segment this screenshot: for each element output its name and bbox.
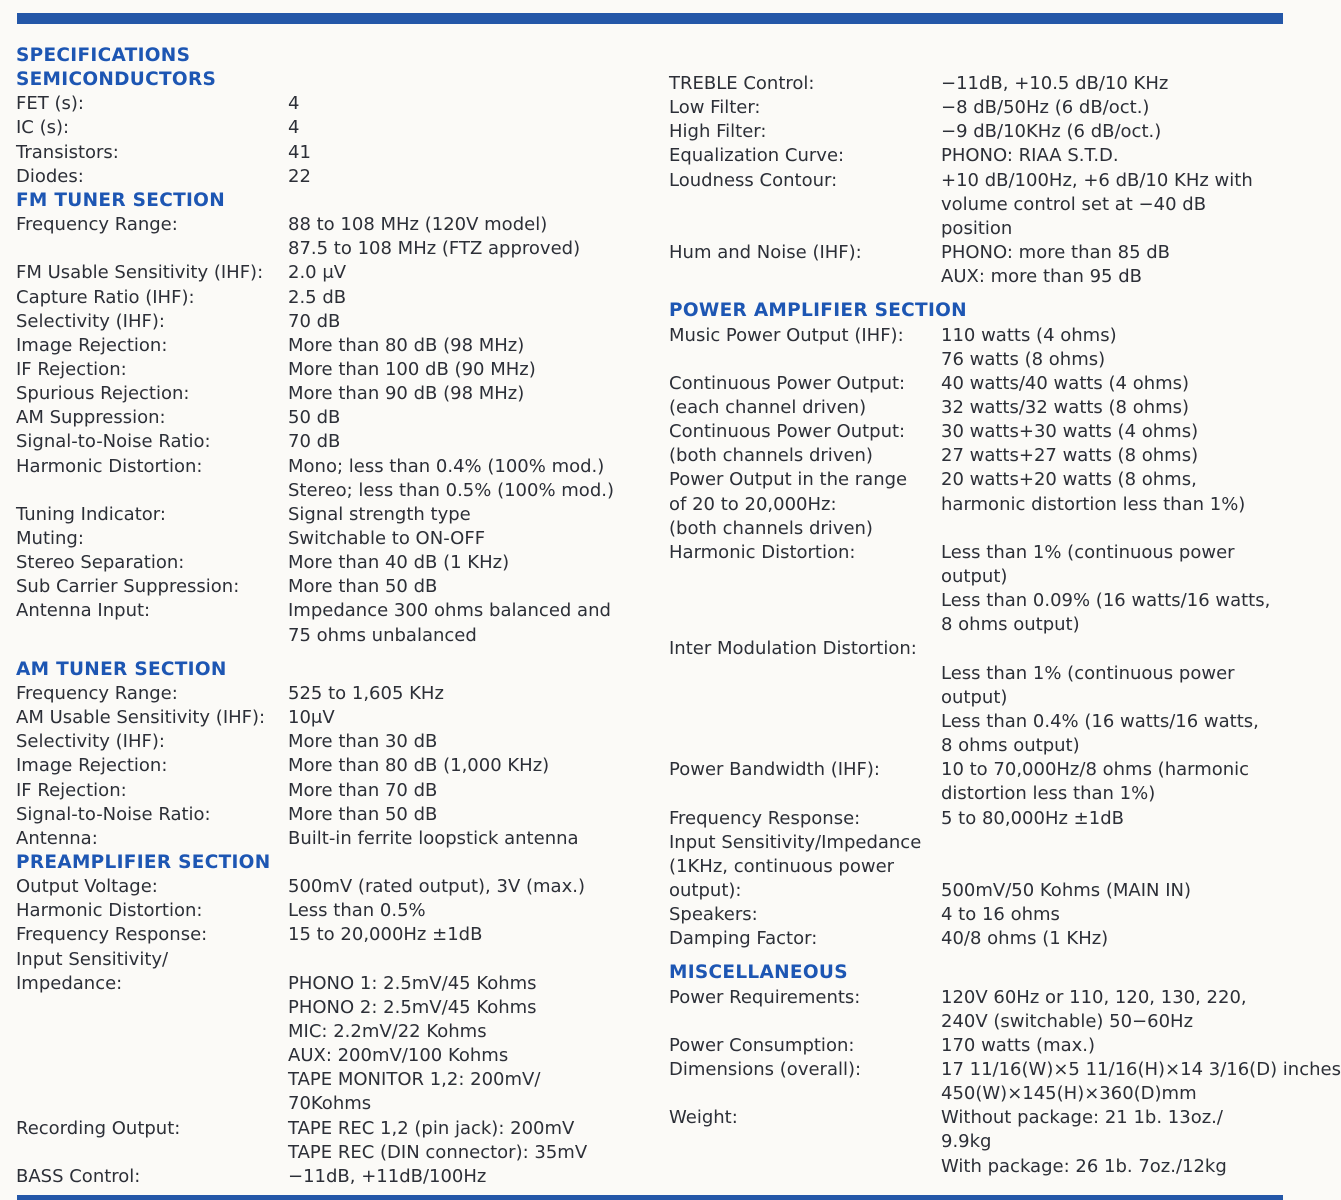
spec-value: 15 to 20,000Hz ±1dB xyxy=(288,924,483,946)
spec-label: Output Voltage: xyxy=(16,876,158,898)
spec-value: More than 50 dB xyxy=(288,576,438,598)
spec-label: Impedance: xyxy=(16,972,123,994)
spec-value: 76 watts (8 ohms) xyxy=(941,348,1106,370)
spec-value: position xyxy=(941,217,1013,239)
spec-label: FET (s): xyxy=(16,93,84,115)
spec-value: Less than 0.4% (16 watts/16 watts, xyxy=(941,710,1259,732)
spec-value: AUX: 200mV/100 Kohms xyxy=(288,1045,509,1067)
spec-label: Tuning Indicator: xyxy=(16,503,166,525)
section-heading-semiconductors: SEMICONDUCTORS xyxy=(16,69,217,91)
spec-label: (both channels driven) xyxy=(669,445,873,467)
spec-value: Mono; less than 0.4% (100% mod.) xyxy=(288,455,605,477)
spec-label: Harmonic Distortion: xyxy=(16,455,203,477)
spec-value: 450(W)×145(H)×360(D)mm xyxy=(941,1083,1197,1105)
spec-label: IC (s): xyxy=(16,117,70,139)
spec-label: AM Usable Sensitivity (IHF): xyxy=(16,707,266,729)
spec-value: 22 xyxy=(288,165,311,187)
spec-value: Built-in ferrite loopstick antenna xyxy=(288,827,579,849)
spec-value: More than 90 dB (98 MHz) xyxy=(288,383,525,405)
bottom-rule xyxy=(17,1195,1283,1200)
spec-label: Selectivity (IHF): xyxy=(16,731,165,753)
spec-value: More than 30 dB xyxy=(288,731,438,753)
spec-label: Inter Modulation Distortion: xyxy=(669,638,917,660)
spec-value: More than 80 dB (98 MHz) xyxy=(288,334,525,356)
spec-value: 110 watts (4 ohms) xyxy=(941,324,1117,346)
spec-value: harmonic distortion less than 1%) xyxy=(941,493,1246,515)
spec-label: TREBLE Control: xyxy=(669,73,815,94)
spec-value: 40 watts/40 watts (4 ohms) xyxy=(941,372,1190,394)
spec-value: 4 xyxy=(288,93,300,115)
spec-value: Less than 1% (continuous power xyxy=(941,662,1235,684)
spec-label: Antenna Input: xyxy=(16,600,151,622)
spec-value: 70 dB xyxy=(288,431,341,453)
spec-label: (each channel driven) xyxy=(669,396,867,418)
spec-label: AM Suppression: xyxy=(16,407,166,429)
spec-label: Music Power Output (IHF): xyxy=(669,324,904,346)
spec-value: 5 to 80,000Hz ±1dB xyxy=(941,807,1124,829)
spec-label: Frequency Response: xyxy=(669,807,861,829)
spec-label: Frequency Range: xyxy=(16,214,178,236)
spec-value: Impedance 300 ohms balanced and xyxy=(288,600,611,622)
spec-value: More than 80 dB (1,000 KHz) xyxy=(288,755,550,777)
spec-value: PHONO 1: 2.5mV/45 Kohms xyxy=(288,972,537,994)
spec-value: −11dB, +11dB/100Hz xyxy=(288,1165,487,1187)
spec-label: FM Usable Sensitivity (IHF): xyxy=(16,262,264,284)
spec-label: Frequency Range: xyxy=(16,682,178,704)
spec-value: PHONO: more than 85 dB xyxy=(941,242,1171,264)
spec-label: Diodes: xyxy=(16,165,84,187)
spec-value: AUX: more than 95 dB xyxy=(941,266,1142,288)
top-rule xyxy=(17,13,1283,24)
spec-value: 40/8 ohms (1 KHz) xyxy=(941,928,1109,950)
spec-value: 88 to 108 MHz (120V model) xyxy=(288,214,548,236)
spec-label: Loudness Contour: xyxy=(669,169,838,191)
spec-value: distortion less than 1%) xyxy=(941,783,1156,805)
spec-label: Selectivity (IHF): xyxy=(16,310,165,332)
spec-value: Switchable to ON-OFF xyxy=(288,528,486,549)
spec-label: High Filter: xyxy=(669,121,767,143)
spec-label: Spurious Rejection: xyxy=(16,383,190,405)
spec-label: IF Rejection: xyxy=(16,358,127,380)
spec-label: Damping Factor: xyxy=(669,928,818,950)
spec-value: More than 40 dB (1 KHz) xyxy=(288,552,510,574)
spec-value: −9 dB/10KHz (6 dB/oct.) xyxy=(941,121,1162,143)
spec-label: BASS Control: xyxy=(16,1165,141,1187)
spec-value: Stereo; less than 0.5% (100% mod.) xyxy=(288,479,614,501)
spec-label: Frequency Response: xyxy=(16,924,208,946)
spec-label: Power Requirements: xyxy=(669,986,861,1008)
spec-value: 50 dB xyxy=(288,407,341,429)
spec-value: TAPE REC (DIN connector): 35mV xyxy=(288,1141,588,1163)
spec-label: Image Rejection: xyxy=(16,334,168,356)
spec-value: −11dB, +10.5 dB/10 KHz xyxy=(941,73,1169,94)
spec-label: Dimensions (overall): xyxy=(669,1059,862,1080)
spec-label: Muting: xyxy=(16,528,84,549)
spec-value: TAPE MONITOR 1,2: 200mV/ xyxy=(288,1069,541,1091)
spec-label: Hum and Noise (IHF): xyxy=(669,242,862,264)
section-heading-am-tuner-section: AM TUNER SECTION xyxy=(16,658,227,680)
spec-label: Signal-to-Noise Ratio: xyxy=(16,803,211,825)
spec-value: More than 50 dB xyxy=(288,803,438,825)
spec-value: With package: 26 1b. 7oz./12kg xyxy=(941,1155,1227,1177)
spec-label: (1KHz, continuous power xyxy=(669,855,895,877)
spec-value: More than 100 dB (90 MHz) xyxy=(288,358,536,380)
spec-label: Power Bandwidth (IHF): xyxy=(669,759,880,781)
spec-label: Continuous Power Output: xyxy=(669,372,906,394)
spec-label: Harmonic Distortion: xyxy=(669,541,856,563)
spec-value: TAPE REC 1,2 (pin jack): 200mV xyxy=(288,1117,575,1139)
spec-value: Signal strength type xyxy=(288,503,471,525)
spec-label: Capture Ratio (IHF): xyxy=(16,286,195,308)
spec-value: 2.5 dB xyxy=(288,286,347,308)
spec-label: Low Filter: xyxy=(669,97,761,119)
spec-value: 120V 60Hz or 110, 120, 130, 220, xyxy=(941,986,1247,1008)
spec-value: Without package: 21 1b. 13oz./ xyxy=(941,1107,1223,1129)
spec-value: 41 xyxy=(288,141,311,163)
spec-value: volume control set at −40 dB xyxy=(941,193,1207,215)
spec-label: Antenna: xyxy=(16,827,98,849)
spec-value: 20 watts+20 watts (8 ohms, xyxy=(941,469,1197,491)
spec-value: 70 dB xyxy=(288,310,341,332)
spec-label: Signal-to-Noise Ratio: xyxy=(16,431,211,453)
spec-value: −8 dB/50Hz (6 dB/oct.) xyxy=(941,97,1150,119)
spec-label: Transistors: xyxy=(16,141,119,163)
spec-value: 500mV (rated output), 3V (max.) xyxy=(288,876,585,898)
spec-label: Power Consumption: xyxy=(669,1034,855,1056)
spec-value: 4 xyxy=(288,117,300,139)
spec-label: (both channels driven) xyxy=(669,517,873,539)
section-heading-specifications: SPECIFICATIONS xyxy=(16,45,191,66)
spec-label: Equalization Curve: xyxy=(669,145,845,167)
spec-label: Speakers: xyxy=(669,904,758,926)
spec-label: of 20 to 20,000Hz: xyxy=(669,493,837,515)
spec-label: Sub Carrier Suppression: xyxy=(16,576,240,598)
spec-value: Less than 0.5% xyxy=(288,900,426,922)
spec-label: output): xyxy=(669,879,742,901)
spec-value: PHONO 2: 2.5mV/45 Kohms xyxy=(288,996,537,1018)
spec-label: Power Output in the range xyxy=(669,469,908,491)
spec-value: 30 watts+30 watts (4 ohms) xyxy=(941,421,1199,443)
spec-value: output) xyxy=(941,686,1008,708)
section-heading-fm-tuner-section: FM TUNER SECTION xyxy=(16,189,225,211)
spec-value: 4 to 16 ohms xyxy=(941,904,1060,926)
spec-value: More than 70 dB xyxy=(288,779,438,801)
spec-value: MIC: 2.2mV/22 Kohms xyxy=(288,1021,487,1042)
spec-value: 70Kohms xyxy=(288,1093,372,1115)
spec-value: 9.9kg xyxy=(941,1131,992,1153)
spec-label: Weight: xyxy=(669,1107,738,1129)
spec-value: 17 11/16(W)×5 11/16(H)×14 3/16(D) inches xyxy=(941,1059,1341,1080)
spec-label: Harmonic Distortion: xyxy=(16,900,203,922)
spec-value: Less than 1% (continuous power xyxy=(941,541,1235,563)
spec-value: 75 ohms unbalanced xyxy=(288,624,477,646)
spec-value: 8 ohms output) xyxy=(941,614,1080,636)
spec-value: output) xyxy=(941,566,1008,587)
spec-value: 170 watts (max.) xyxy=(941,1034,1096,1056)
spec-value: 10μV xyxy=(288,707,335,729)
spec-value: 525 to 1,605 KHz xyxy=(288,682,444,704)
spec-label: Input Sensitivity/ xyxy=(16,948,169,970)
spec-value: 8 ohms output) xyxy=(941,735,1080,757)
spec-label: Image Rejection: xyxy=(16,755,168,777)
spec-value: 10 to 70,000Hz/8 ohms (harmonic xyxy=(941,759,1250,781)
spec-value: 32 watts/32 watts (8 ohms) xyxy=(941,396,1190,418)
spec-value: Less than 0.09% (16 watts/16 watts, xyxy=(941,590,1271,612)
spec-value: 2.0 μV xyxy=(288,262,347,284)
spec-value: 27 watts+27 watts (8 ohms) xyxy=(941,445,1199,467)
spec-label: Input Sensitivity/Impedance xyxy=(669,831,922,853)
spec-label: Stereo Separation: xyxy=(16,552,185,574)
spec-value: 87.5 to 108 MHz (FTZ approved) xyxy=(288,238,581,260)
spec-label: Recording Output: xyxy=(16,1117,181,1139)
section-heading-power-amplifier-section: POWER AMPLIFIER SECTION xyxy=(669,300,967,322)
section-heading-miscellaneous: MISCELLANEOUS xyxy=(669,962,848,984)
spec-value: +10 dB/100Hz, +6 dB/10 KHz with xyxy=(941,169,1253,191)
spec-label: IF Rejection: xyxy=(16,779,127,801)
spec-value: 500mV/50 Kohms (MAIN IN) xyxy=(941,879,1192,901)
spec-label: Continuous Power Output: xyxy=(669,421,906,443)
section-heading-preamplifier-section: PREAMPLIFIER SECTION xyxy=(16,851,271,873)
spec-value: PHONO: RIAA S.T.D. xyxy=(941,145,1119,167)
spec-value: 240V (switchable) 50−60Hz xyxy=(941,1010,1194,1032)
